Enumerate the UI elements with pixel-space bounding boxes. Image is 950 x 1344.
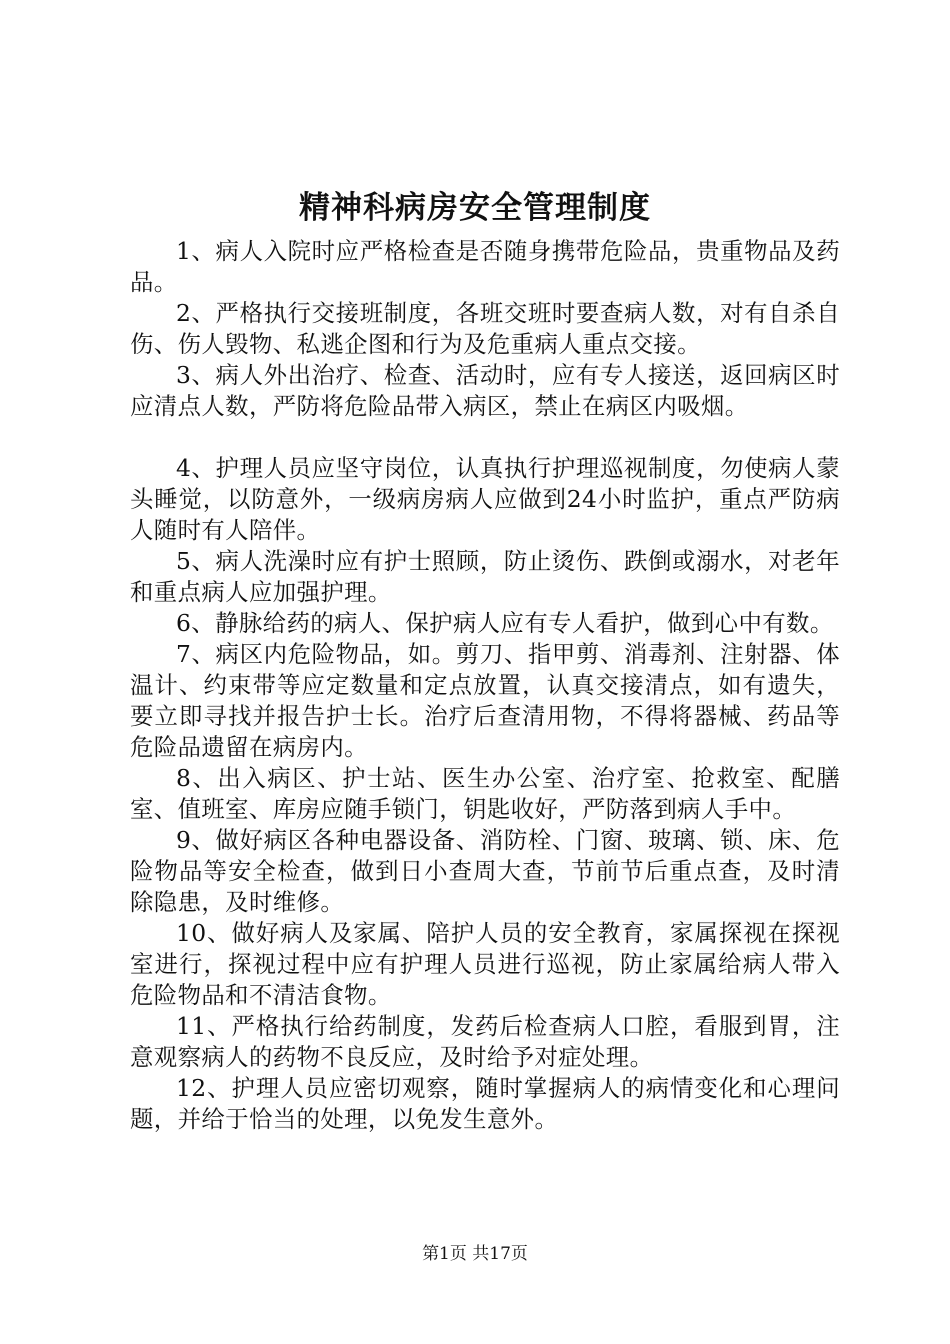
- rule-paragraph-7: 7、病区内危险物品，如。剪刀、指甲剪、消毒剂、注射器、体温计、约束带等应定数量和定点放置，认真交接清点，如有遗失，要立即寻找并报告护士长。治疗后查清用物，不得将器械、药品等危险品遗留在病房内。: [130, 640, 840, 761]
- page-number-footer: 第1页 共17页: [422, 1244, 528, 1264]
- rule-paragraph-5: 5、病人洗澡时应有护士照顾，防止烫伤、跌倒或溺水，对老年和重点病人应加强护理。: [130, 547, 840, 606]
- rule-paragraph-12: 12、护理人员应密切观察，随时掌握病人的病情变化和心理问题，并给于恰当的处理，以免发生意外。: [130, 1074, 840, 1133]
- rule-paragraph-2: 2、严格执行交接班制度，各班交班时要查病人数，对有自杀自伤、伤人毁物、私逃企图和行为及危重病人重点交接。: [130, 299, 840, 358]
- rule-paragraph-3: 3、病人外出治疗、检查、活动时，应有专人接送，返回病区时应清点人数，严防将危险品带入病区，禁止在病区内吸烟。: [130, 361, 840, 420]
- rule-paragraph-1: 1、病人入院时应严格检查是否随身携带危险品，贵重物品及药品。: [130, 237, 840, 296]
- rule-paragraph-6: 6、静脉给药的病人、保护病人应有专人看护，做到心中有数。: [176, 609, 834, 637]
- page-title: 精神科病房安全管理制度: [299, 190, 651, 226]
- rule-paragraph-11: 11、严格执行给药制度，发药后检查病人口腔，看服到胃，注意观察病人的药物不良反应，及时给予对症处理。: [130, 1012, 840, 1071]
- rule-paragraph-8: 8、出入病区、护士站、医生办公室、治疗室、抢救室、配膳室、值班室、库房应随手锁门，钥匙收好，严防落到病人手中。: [130, 764, 840, 823]
- rule-paragraph-9: 9、做好病区各种电器设备、消防栓、门窗、玻璃、锁、床、危险物品等安全检查，做到日小查周大查，节前节后重点查，及时清除隐患，及时维修。: [130, 826, 840, 916]
- rule-paragraph-4: 4、护理人员应坚守岗位，认真执行护理巡视制度，勿使病人蒙头睡觉，以防意外，一级病房病人应做到24小时监护，重点严防病人随时有人陪伴。: [130, 454, 840, 544]
- rule-paragraph-10: 10、做好病人及家属、陪护人员的安全教育，家属探视在探视室进行，探视过程中应有护理人员进行巡视，防止家属给病人带入危险物品和不清洁食物。: [130, 919, 840, 1009]
- document-body: [130, 236, 840, 1135]
